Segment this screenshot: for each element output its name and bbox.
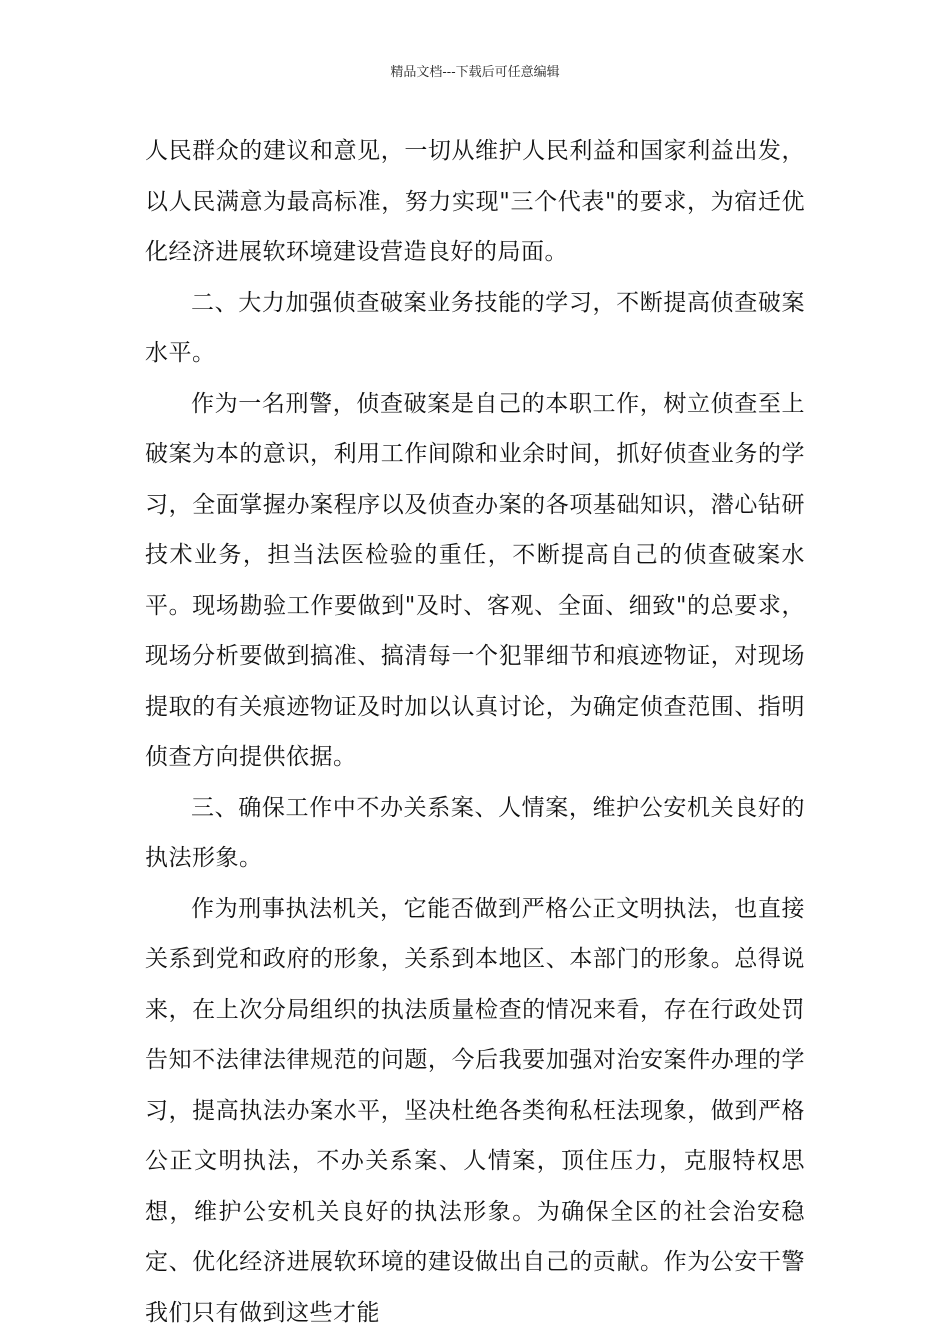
document-body: [145, 126, 805, 1338]
page-header: 精品文档---下载后可任意编辑: [390, 65, 560, 80]
paragraph-continued: 人民群众的建议和意见，一切从维护人民利益和国家利益出发，以人民满意为最高标准，努力实现"三个代表"的要求，为宿迁优化经济进展软环境建设营造良好的局面。: [145, 138, 805, 265]
paragraph-law-enforcement: 作为刑事执法机关，它能否做到严格公正文明执法，也直接关系到党和政府的形象，关系到本地区、本部门的形象。总得说来，在上次分局组织的执法质量检查的情况来看，存在行政处罚告知不法律法律规范的问题，今后我要加强对治安案件办理的学习，提高执法办案水平，坚决杜绝各类徇私枉法现象，做到严格公正文明执法，不办关系案、人情案，顶住压力，克服特权思想，维护公安机关良好的执法形象。为确保全区的社会治安稳定、优化经济进展软环境的建设做出自己的贡献。作为公安干警我们只有做到这些才能: [145, 895, 805, 1326]
paragraph-investigation: 作为一名刑警，侦查破案是自己的本职工作，树立侦查至上破案为本的意识，利用工作间隙和业余时间，抓好侦查业务的学习，全面掌握办案程序以及侦查办案的各项基础知识，潜心钻研技术业务，担当法医检验的重任，不断提高自己的侦查破案水平。现场勘验工作要做到"及时、客观、全面、细致"的总要求，现场分析要做到搞准、搞清每一个犯罪细节和痕迹物证，对现场提取的有关痕迹物证及时加以认真讨论，为确定侦查范围、指明侦查方向提供依据。: [145, 390, 805, 770]
section-heading-2: 二、大力加强侦查破案业务技能的学习，不断提高侦查破案水平。: [145, 289, 805, 366]
section-heading-3: 三、确保工作中不办关系案、人情案，维护公安机关良好的执法形象。: [145, 794, 805, 871]
